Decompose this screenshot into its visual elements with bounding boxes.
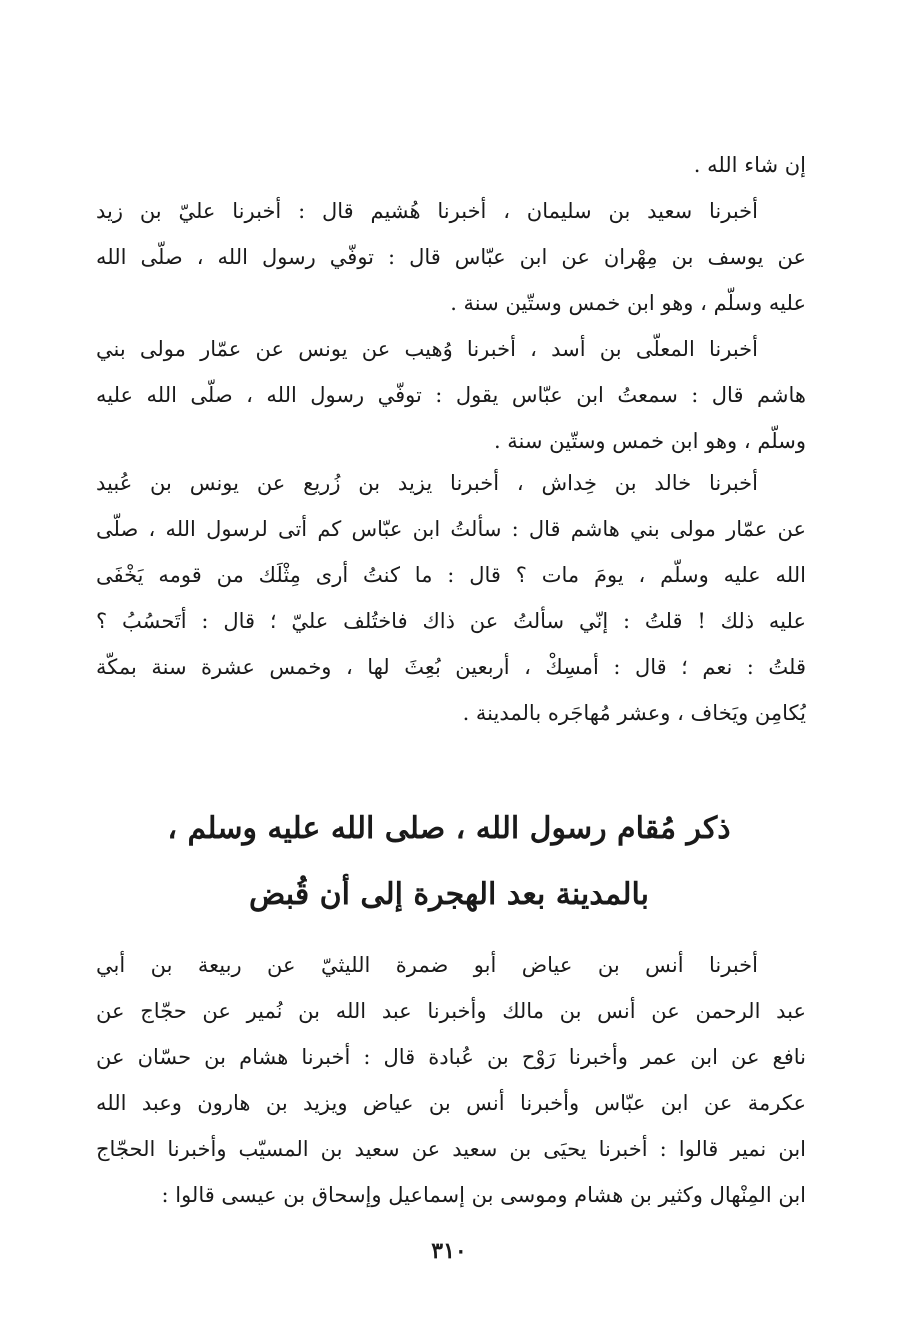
paragraph-line: عكرمة عن ابن عبّاس وأخبرنا أنس بن عياض ويزيد بن هارون وعبد الله bbox=[96, 1091, 806, 1115]
paragraph-line: أخبرنا خالد بن خِداش ، أخبرنا يزيد بن زُريع عن يونس بن عُبيد bbox=[96, 471, 758, 495]
paragraph-line: نافع عن ابن عمر وأخبرنا رَوْح بن عُبادة قال : أخبرنا هشام بن حسّان عن bbox=[96, 1045, 806, 1069]
section-heading-line-1: ذكر مُقام رسول الله ، صلى الله عليه وسلم ، bbox=[167, 811, 731, 846]
paragraph-line: عبد الرحمن عن أنس بن مالك وأخبرنا عبد الله بن نُمير عن حجّاج عن bbox=[96, 999, 806, 1023]
paragraph-line: وسلّم ، وهو ابن خمس وستّين سنة . bbox=[493, 429, 806, 453]
paragraph-line: أخبرنا المعلّى بن أسد ، أخبرنا وُهيب عن يونس عن عمّار مولى بني bbox=[96, 337, 758, 361]
paragraph-line: الله عليه وسلّم ، يومَ مات ؟ قال : ما كنتُ أرى مِثْلَك من قومه يَخْفَى bbox=[96, 563, 806, 587]
paragraph-4 bbox=[96, 942, 806, 1218]
paragraph-line: عليه ذلك ! قلتُ : إنّي سألتُ عن ذاك فاختُلف عليّ ؛ قال : أتَحسُبُ ؟ bbox=[96, 609, 806, 633]
paragraph-line: عن عمّار مولى بني هاشم قال : سألتُ ابن عبّاس كم أتى لرسول الله ، صلّى bbox=[96, 517, 806, 541]
section-heading-line-2: بالمدينة بعد الهجرة إلى أن قُبض bbox=[249, 877, 649, 912]
paragraph-3 bbox=[96, 460, 806, 736]
paragraph-line: هاشم قال : سمعتُ ابن عبّاس يقول : توفّي رسول الله ، صلّى الله عليه bbox=[96, 383, 806, 407]
paragraph-line: يُكامِن ويَخاف ، وعشر مُهاجَره بالمدينة . bbox=[462, 701, 806, 725]
paragraph-line: ابن المِنْهال وكثير بن هشام وموسى بن إسماعيل وإسحاق بن عيسى قالوا : bbox=[161, 1183, 806, 1207]
paragraph-1 bbox=[96, 188, 806, 326]
paragraph-2 bbox=[96, 326, 806, 464]
paragraph-line: أخبرنا سعيد بن سليمان ، أخبرنا هُشيم قال : أخبرنا عليّ بن زيد bbox=[96, 199, 758, 223]
continuation-text: إن شاء الله . bbox=[693, 153, 806, 177]
paragraph-line: قلتُ : نعم ؛ قال : أمسِكْ ، أربعين بُعِثَ لها ، وخمس عشرة سنة بمكّة bbox=[96, 655, 806, 679]
paragraph-line: ابن نمير قالوا : أخبرنا يحيَى بن سعيد عن سعيد بن المسيّب وأخبرنا الحجّاج bbox=[96, 1137, 806, 1161]
paragraph-line: أخبرنا أنس بن عياض أبو ضمرة الليثيّ عن ربيعة بن أبي bbox=[96, 953, 758, 977]
continuation-line-block bbox=[96, 142, 806, 188]
paragraph-line: عن يوسف بن مِهْران عن ابن عبّاس قال : توفّي رسول الله ، صلّى الله bbox=[96, 245, 806, 269]
paragraph-line: عليه وسلّم ، وهو ابن خمس وستّين سنة . bbox=[450, 291, 806, 315]
page-number: ٣١٠ bbox=[431, 1238, 467, 1264]
